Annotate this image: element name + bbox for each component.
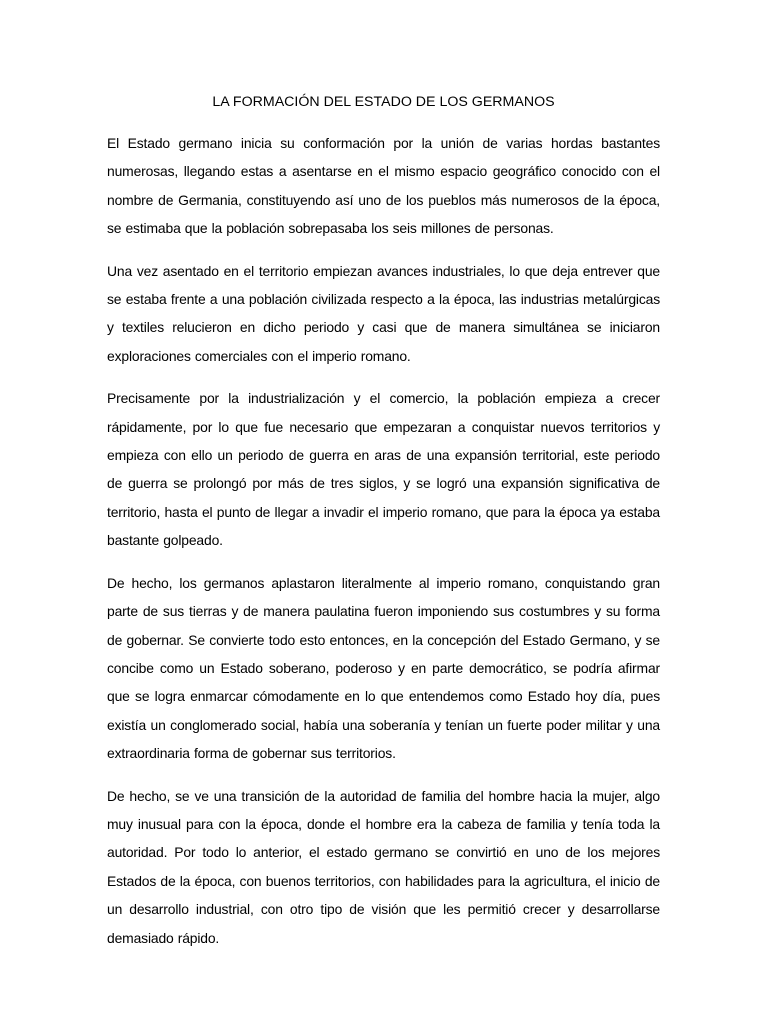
paragraph-4: De hecho, los germanos aplastaron literalmente al imperio romano, conquistando gran parte de sus tierras y de manera paulatina fueron imponiendo sus costumbres y su forma de gobernar. Se convierte todo esto entonces, en la concepción del Estado Germano, y se concibe como un Estado soberano, poderoso y en parte democrático, se podría afirmar que se logra enmarcar cómodamente en lo que entendemos como Estado hoy día, pues existía un conglomerado social, había una soberanía y tenían un fuerte poder militar y una extraordinaria forma de gobernar sus territorios. xyxy=(107,574,660,762)
paragraph-5: De hecho, se ve una transición de la autoridad de familia del hombre hacia la mujer, algo muy inusual para con la época, donde el hombre era la cabeza de familia y tenía toda la autoridad. Por todo lo anterior, el estado germano se convirtió en uno de los mejores Estados de la época, con buenos territorios, con habilidades para la agricultura, el inicio de un desarrollo industrial, con otro tipo de visión que les permitió crecer y desarrollarse demasiado rápido. xyxy=(107,787,660,946)
paragraph-3: Precisamente por la industrialización y el comercio, la población empieza a crecer rápidamente, por lo que fue necesario que empezaran a conquistar nuevos territorios y empieza con ello un periodo de guerra en aras de una expansión territorial, este periodo de guerra se prolongó por más de tres siglos, y se logró una expansión significativa de territorio, hasta el punto de llegar a invadir el imperio romano, que para la época ya estaba bastante golpeado. xyxy=(107,390,660,549)
paragraph-1: El Estado germano inicia su conformación por la unión de varias hordas bastantes numerosas, llegando estas a asentarse en el mismo espacio geográfico conocido con el nombre de Germania, constituyendo así uno de los pueblos más numerosos de la época, se estimaba que la población sobrepasaba los seis millones de personas. xyxy=(107,135,660,237)
document-title: LA FORMACIÓN DEL ESTADO DE LOS GERMANOS xyxy=(212,94,555,110)
paragraph-2: Una vez asentado en el territorio empiezan avances industriales, lo que deja entrever que se estaba frente a una población civilizada respecto a la época, las industrias metalúrgicas y textiles relucieron en dicho periodo y casi que de manera simultánea se iniciaron exploraciones comerciales con el imperio romano. xyxy=(107,262,660,364)
